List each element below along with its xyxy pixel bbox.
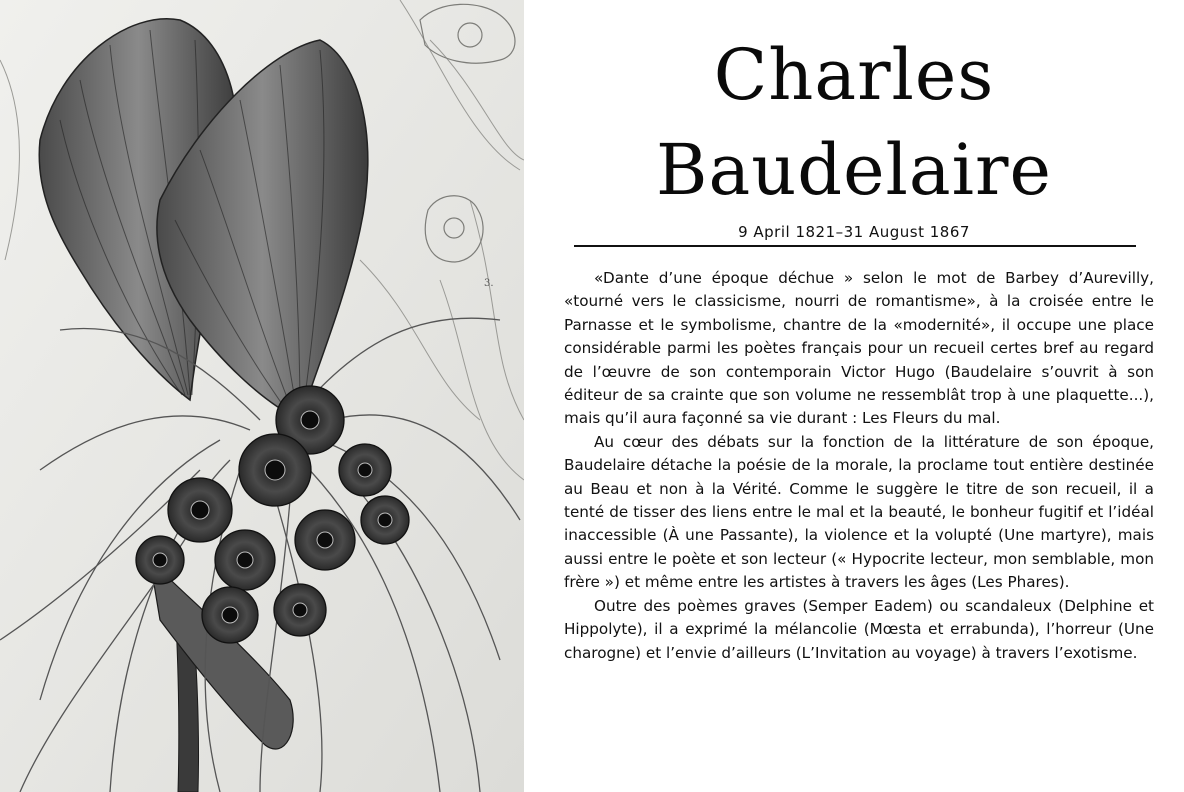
page-title-last-name: Baudelaire: [656, 129, 1052, 211]
botanical-engraving-svg: [0, 0, 524, 792]
botanical-illustration: [0, 0, 524, 792]
biography-text: [564, 267, 1154, 665]
life-dates: 9 April 1821–31 August 1867: [738, 223, 970, 241]
page-title-first-name: Charles: [713, 34, 995, 116]
biography-paragraph-1: «Dante d’une époque déchue » selon le mot de Barbey d’Aurevilly, «tourné vers le classicisme, nourri de romantisme», à la croisée entre le Parnasse et le symbolisme, chantre de la «modernité», il occupe une place considérable parmi les poètes français pour un recueil certes bref au regard de l’œuvre de son contemporain Victor Hugo (Baudelaire s’ouvrit à son éditeur de sa crainte que son volume ne ressemblât trop à une plaquette...), mais qu’il aura façonné sa vie durant : Les Fleurs du mal.: [564, 269, 1154, 428]
biography-paragraph-3: Outre des poèmes graves (Semper Eadem) ou scandaleux (Delphine et Hippolyte), il a exprimé la mélancolie (Mœsta et errabunda), l’horreur (Une charogne) et l’envie d’ailleurs (L’Invitation au voyage) à travers l’exotisme.: [564, 596, 1154, 662]
plate-number: 3.: [484, 278, 494, 289]
text-panel: [524, 0, 1184, 792]
title-divider: [574, 245, 1136, 247]
biography-paragraph-2: Au cœur des débats sur la fonction de la littérature de son époque, Baudelaire détache la poésie de la morale, la proclame tout entière destinée au Beau et non à la Vérité. Comme le suggère le titre de son recueil, il a tenté de tisser des liens entre le mal et la beauté, le bonheur fugitif et l’idéal inaccessible (À une Passante), la violence et la volupté (Une martyre), mais aussi entre le poète et son lecteur (« Hypocrite lecteur, mon semblable, mon frère ») et même entre les artistes à travers les âges (Les Phares).: [564, 432, 1154, 592]
